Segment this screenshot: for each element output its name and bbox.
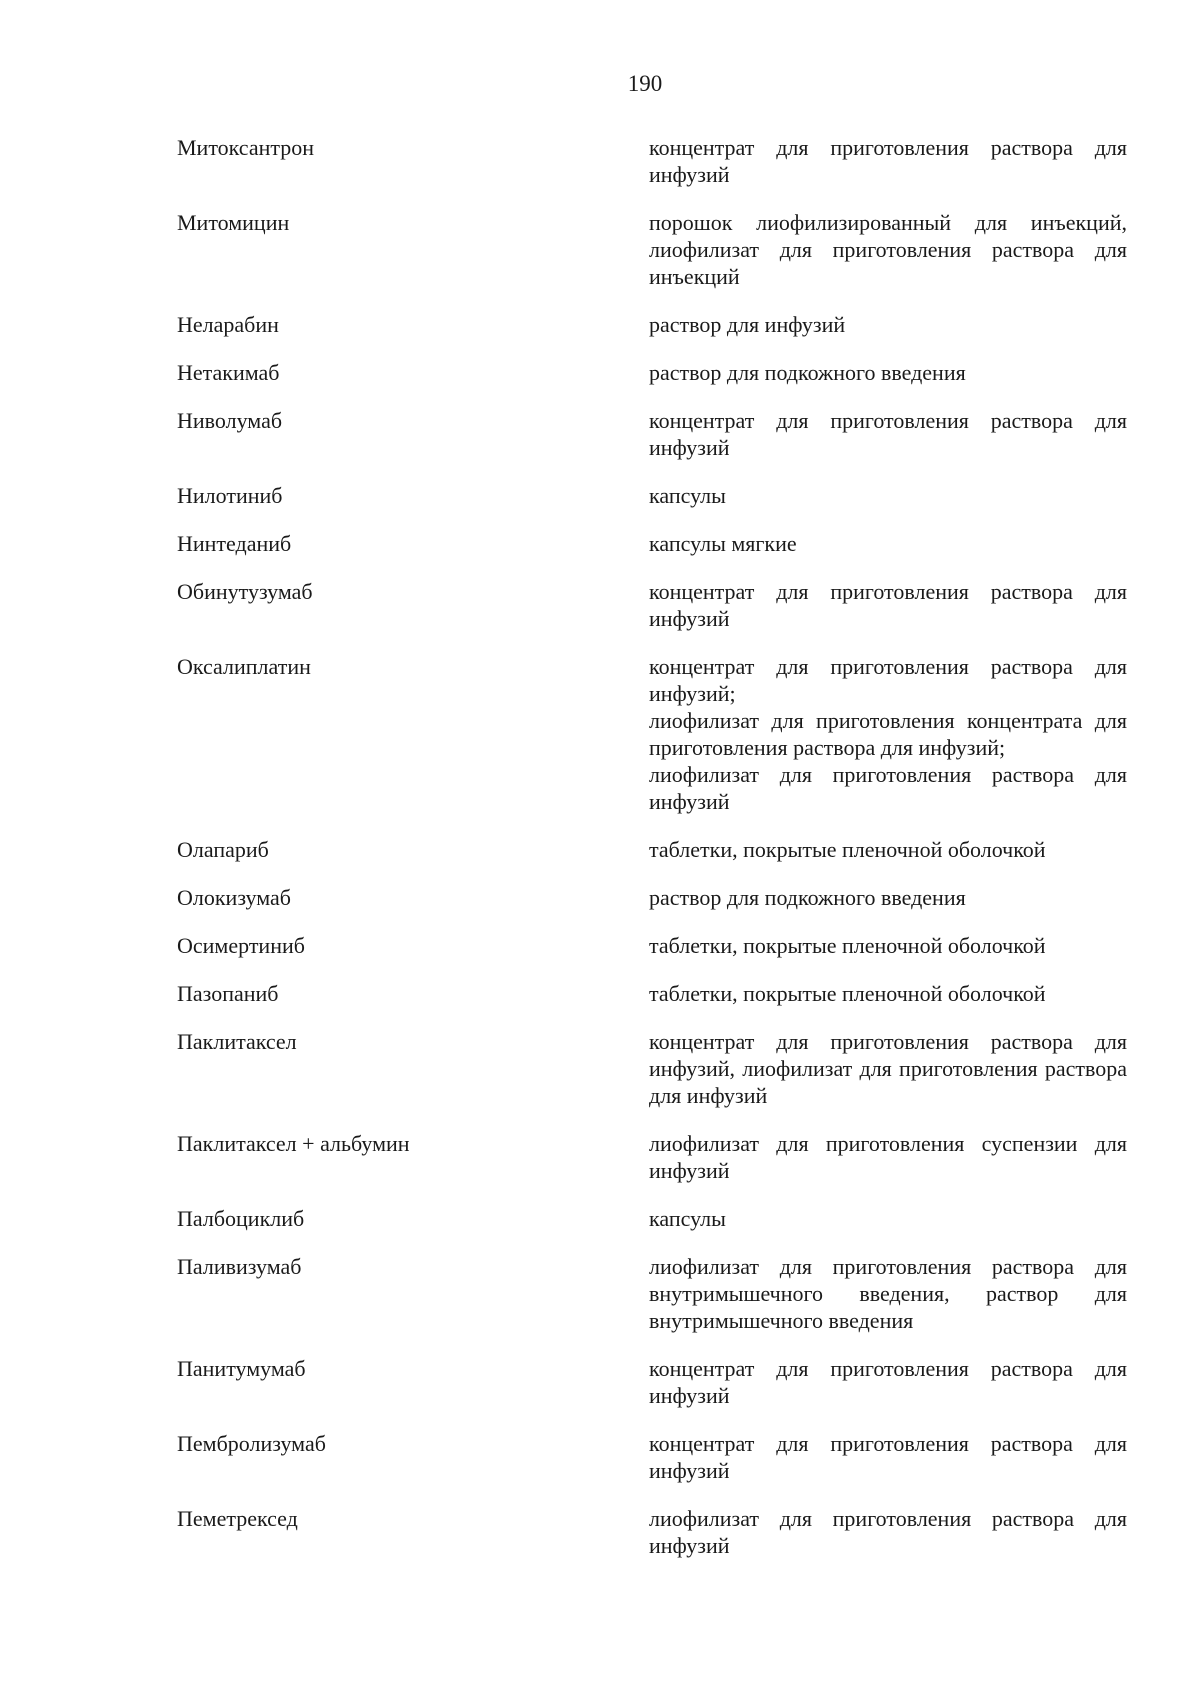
dosage-forms [649,209,1127,290]
dosage-form: концентрат для приготовления раствора для инфузий [649,408,1127,460]
drug-entry [177,980,1127,1007]
drug-entry [177,836,1127,863]
drug-name: Нетакимаб [177,360,280,385]
drug-entry [177,134,1127,188]
dosage-form: концентрат для приготовления раствора для инфузий [649,1431,1127,1483]
drug-name: Неларабин [177,312,279,337]
drug-name: Нинтеданиб [177,531,292,556]
dosage-forms [649,407,1127,461]
page-number: 190 [627,71,663,96]
drug-name: Митомицин [177,210,290,235]
dosage-form: капсулы [649,483,726,508]
drug-entry [177,209,1127,290]
drug-entry [177,1205,1127,1232]
drug-list [177,134,1127,1580]
drug-entry [177,1028,1127,1109]
drug-name: Панитумумаб [177,1356,306,1381]
drug-entry [177,482,1127,509]
dosage-forms [649,482,1127,509]
drug-entry [177,1253,1127,1334]
drug-name: Олокизумаб [177,885,291,910]
dosage-form: концентрат для приготовления раствора для инфузий [649,579,1127,631]
dosage-form: концентрат для приготовления раствора для инфузий [649,1356,1127,1408]
dosage-forms [649,1505,1127,1559]
dosage-forms [649,836,1127,863]
dosage-form: лиофилизат для приготовления раствора для внутримышечного введения, раствор для внутримышечного введения [649,1254,1127,1333]
drug-name: Ниволумаб [177,408,283,433]
drug-name: Паливизумаб [177,1254,302,1279]
drug-entry [177,1505,1127,1559]
drug-entry [177,1430,1127,1484]
drug-entry [177,932,1127,959]
drug-name: Паклитаксел + альбумин [177,1131,410,1156]
dosage-form: таблетки, покрытые пленочной оболочкой [649,981,1046,1006]
dosage-form: таблетки, покрытые пленочной оболочкой [649,837,1046,862]
dosage-form: концентрат для приготовления раствора для инфузий; [649,654,1127,706]
drug-entry [177,884,1127,911]
drug-entry [177,407,1127,461]
dosage-form: лиофилизат для приготовления раствора для инфузий [649,762,1127,814]
dosage-forms [649,1355,1127,1409]
dosage-form: раствор для подкожного введения [649,885,966,910]
dosage-forms [649,653,1127,815]
drug-name: Митоксантрон [177,135,315,160]
dosage-form: концентрат для приготовления раствора для инфузий [649,135,1127,187]
dosage-forms [649,134,1127,188]
drug-entry [177,1130,1127,1184]
dosage-forms [649,1130,1127,1184]
drug-name: Осимертиниб [177,933,305,958]
dosage-form: лиофилизат для приготовления суспензии для инфузий [649,1131,1127,1183]
dosage-forms [649,932,1127,959]
drug-name: Оксалиплатин [177,654,311,679]
dosage-form: лиофилизат для приготовления раствора для инфузий [649,1506,1127,1558]
drug-name: Нилотиниб [177,483,283,508]
drug-name: Палбоциклиб [177,1206,305,1231]
dosage-form: капсулы [649,1206,726,1231]
drug-name: Пазопаниб [177,981,279,1006]
drug-name: Паклитаксел [177,1029,297,1054]
drug-name: Обинутузумаб [177,579,313,604]
drug-name: Пембролизумаб [177,1431,326,1456]
drug-entry [177,311,1127,338]
dosage-form: таблетки, покрытые пленочной оболочкой [649,933,1046,958]
dosage-forms [649,1430,1127,1484]
dosage-forms [649,1028,1127,1109]
dosage-forms [649,578,1127,632]
dosage-forms [649,1253,1127,1334]
drug-entry [177,530,1127,557]
dosage-forms [649,311,1127,338]
dosage-form: раствор для инфузий [649,312,846,337]
dosage-form: лиофилизат для приготовления концентрата для приготовления раствора для инфузий; [649,708,1127,760]
drug-entry [177,653,1127,815]
dosage-form: раствор для подкожного введения [649,360,966,385]
dosage-forms [649,1205,1127,1232]
drug-entry [177,1355,1127,1409]
drug-entry [177,359,1127,386]
drug-entry [177,578,1127,632]
dosage-forms [649,359,1127,386]
drug-name: Олапариб [177,837,269,862]
drug-name: Пеметрексед [177,1506,298,1531]
dosage-form: порошок лиофилизированный для инъекций, лиофилизат для приготовления раствора для инъекций [649,210,1127,289]
dosage-form: концентрат для приготовления раствора для инфузий, лиофилизат для приготовления раствора для инфузий [649,1029,1127,1108]
dosage-forms [649,530,1127,557]
dosage-forms [649,980,1127,1007]
dosage-forms [649,884,1127,911]
dosage-form: капсулы мягкие [649,531,797,556]
